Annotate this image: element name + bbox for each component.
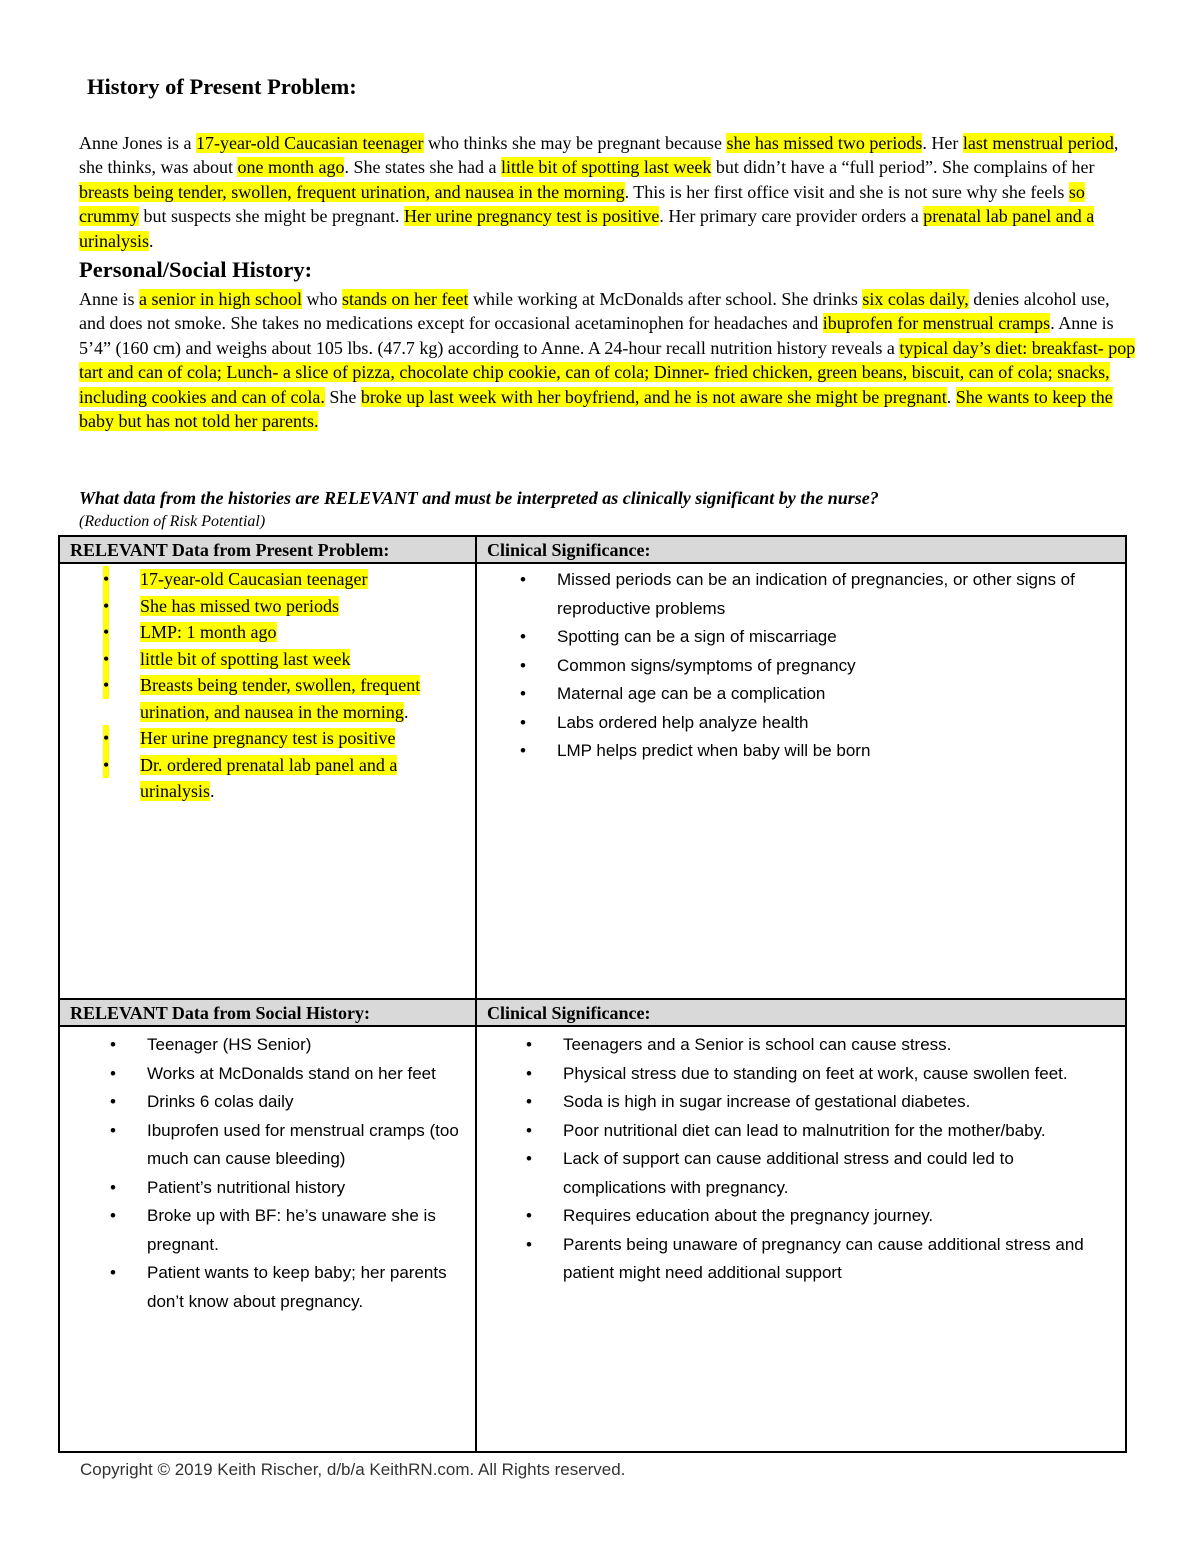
bullet-icon: • (526, 1234, 532, 1254)
highlighted-text: She has missed two periods (140, 595, 339, 616)
list-item-text: Spotting can be a sign of miscarriage (557, 627, 837, 646)
list-item-text: Teenager (HS Senior) (147, 1035, 312, 1054)
list-item (110, 1174, 465, 1203)
text-run: Anne is (79, 289, 139, 309)
highlighted-text: 17-year-old Caucasian teenager (195, 133, 424, 153)
bullet-icon: • (520, 627, 526, 646)
social-significance-list (526, 1031, 1113, 1288)
highlighted-text: stands on her feet (341, 289, 469, 309)
bullet-icon: • (110, 1063, 116, 1083)
bullet-icon: • (520, 712, 526, 732)
text-run: . Anne is 5’4” (160 cm) and weighs about 105 lbs. (47.7 kg) according to Anne. A 24-hour recall nutrition history reveals a (79, 313, 1114, 358)
bullet-icon: • (526, 1035, 532, 1054)
bullet-icon: • (526, 1092, 532, 1111)
list-item (526, 1145, 1113, 1202)
list-item (110, 1088, 465, 1117)
text-run: . (210, 781, 215, 801)
bullet-icon: • (110, 1035, 116, 1054)
bullet-icon: • (110, 1177, 116, 1197)
highlighted-text: little bit of spotting last week (500, 157, 712, 178)
bullet-icon: • (526, 1120, 532, 1140)
present-significance-header: Clinical Significance: (477, 537, 1125, 564)
highlighted-text: Dr. ordered prenatal lab panel and a urinalysis (140, 754, 398, 801)
bullet-icon: • (110, 1092, 116, 1111)
list-item (103, 752, 460, 805)
list-item (526, 1231, 1113, 1288)
list-item-text: Patient wants to keep baby; her parents don’t know about pregnancy. (147, 1263, 447, 1311)
social-history-list (110, 1031, 465, 1316)
text-run: while working at McDonalds after school. She drinks (468, 289, 863, 309)
text-run: denies alcohol use, and does not smoke. She takes no medications except for occasional acetaminophen for headaches and (79, 289, 1110, 334)
copyright-footer: Copyright © 2019 Keith Rischer, d/b/a KeithRN.com. All Rights reserved. (80, 1460, 626, 1479)
bullet-icon: • (526, 1063, 532, 1083)
list-item-text: Missed periods can be an indication of pregnancies, or other signs of reproductive problems (557, 570, 1075, 618)
bullet-icon: • (103, 593, 109, 620)
text-run: She (324, 386, 361, 407)
highlighted-text: Her urine pregnancy test is positive (140, 728, 396, 748)
list-item (526, 1202, 1113, 1231)
text-run: . Her (922, 133, 963, 153)
list-item-text: Physical stress due to standing on feet at work, cause swollen feet. (563, 1063, 1068, 1083)
bullet-icon: • (103, 619, 109, 646)
bullet-icon: • (103, 725, 109, 752)
bullet-icon: • (520, 655, 526, 675)
text-run: . Her primary care provider orders a (659, 206, 924, 227)
text-run: but didn’t have a “full period”. She complains of her (711, 157, 1095, 178)
list-item-text: Works at McDonalds stand on her feet (147, 1063, 436, 1083)
bullet-icon: • (520, 570, 526, 589)
list-item (526, 1088, 1113, 1117)
highlighted-text: prenatal lab panel and a urinalysis (79, 206, 1095, 251)
list-item-text: Drinks 6 colas daily (147, 1092, 294, 1111)
list-item (110, 1117, 465, 1174)
bullet-icon: • (103, 646, 109, 673)
bullet-icon: • (520, 741, 526, 760)
list-item-text: Parents being unaware of pregnancy can cause additional stress and patient might need additional support (563, 1234, 1084, 1282)
list-item-text: Labs ordered help analyze health (557, 712, 809, 732)
list-item (520, 709, 1112, 738)
list-item (526, 1117, 1113, 1146)
list-item-text: Lack of support can cause additional stress and could led to complications with pregnancy. (563, 1149, 1014, 1197)
list-item-text: Common signs/symptoms of pregnancy (557, 655, 856, 675)
text-run: . (149, 230, 154, 251)
highlighted-text: Breasts being tender, swollen, frequent urination, and nausea in the morning (140, 675, 421, 722)
list-item (103, 619, 460, 646)
highlighted-text: breasts being tender, swollen, frequent urination, and nausea in the morning (79, 181, 625, 202)
list-item-text: Ibuprofen used for menstrual cramps (too much can cause bleeding) (147, 1120, 459, 1168)
highlighted-text: She wants to keep the baby but has not told her parents. (79, 386, 1113, 432)
list-item (520, 652, 1112, 681)
list-item (526, 1031, 1113, 1060)
highlighted-text: one month ago (237, 157, 345, 178)
relevant-data-table (58, 535, 1127, 1453)
personal-social-history-paragraph (79, 287, 1139, 433)
present-significance-list (520, 566, 1112, 766)
list-item-text: Patient’s nutritional history (147, 1177, 346, 1197)
present-problem-list (103, 566, 460, 805)
history-present-problem-title: History of Present Problem: (87, 74, 357, 99)
bullet-icon: • (103, 566, 109, 593)
bullet-icon: • (110, 1206, 116, 1225)
bullet-icon: • (110, 1120, 116, 1140)
social-history-header: RELEVANT Data from Social History: (60, 1000, 475, 1027)
highlighted-text: ibuprofen for menstrual cramps (822, 313, 1051, 334)
list-item (520, 566, 1112, 623)
list-item (103, 646, 460, 673)
list-item (520, 737, 1112, 766)
text-run: . (946, 386, 956, 407)
text-run: , she thinks, was about (79, 133, 1119, 178)
highlighted-text: so crummy (79, 181, 1085, 227)
list-item-text: Soda is high in sugar increase of gestational diabetes. (563, 1092, 971, 1111)
list-item-text: LMP helps predict when baby will be born (557, 741, 871, 760)
social-significance-header: Clinical Significance: (477, 1000, 1125, 1027)
list-item (110, 1202, 465, 1259)
table-column-divider (475, 537, 477, 1451)
list-item-text: Maternal age can be a complication (557, 684, 826, 703)
highlighted-text: last menstrual period (962, 133, 1114, 153)
bullet-icon: • (103, 752, 109, 779)
list-item (526, 1060, 1113, 1089)
text-run: Anne Jones is a (79, 133, 196, 153)
highlighted-text: LMP: 1 month ago (140, 622, 277, 642)
history-present-problem-paragraph (79, 131, 1139, 253)
highlighted-text: six colas daily, (862, 289, 969, 309)
list-item-text: Poor nutritional diet can lead to malnutrition for the mother/baby. (563, 1120, 1046, 1140)
bullet-icon: • (526, 1149, 532, 1168)
personal-social-history-title: Personal/Social History: (79, 257, 313, 282)
text-run: . (403, 701, 409, 722)
list-item (110, 1259, 465, 1316)
list-item (520, 623, 1112, 652)
bullet-icon: • (520, 684, 526, 703)
present-problem-header: RELEVANT Data from Present Problem: (60, 537, 475, 564)
highlighted-text: a senior in high school (139, 289, 302, 309)
list-item (103, 593, 460, 620)
text-run: but suspects she might be pregnant. (139, 206, 404, 227)
bullet-icon: • (110, 1263, 116, 1282)
highlighted-text: Her urine pregnancy test is positive (403, 206, 660, 227)
highlighted-text: typical day’s diet: breakfast- pop tart and can of cola; Lunch- a slice of pizza, chocolate chip cookie, can of cola; Dinner- fried chicken, green beans, biscuit, can of cola; snacks, including cookies and can of cola. (79, 337, 1136, 407)
list-item-text: Requires education about the pregnancy journey. (563, 1206, 934, 1225)
list-item (520, 680, 1112, 709)
bullet-icon: • (526, 1206, 532, 1225)
highlighted-text: little bit of spotting last week (140, 648, 351, 669)
highlighted-text: 17-year-old Caucasian teenager (140, 569, 368, 589)
relevance-question: What data from the histories are RELEVANT and must be interpreted as clinically significant by the nurse? (79, 488, 879, 508)
text-run: who thinks she may be pregnant because (423, 133, 727, 153)
text-run: who (301, 289, 342, 309)
highlighted-text: broke up last week with her boyfriend, and he is not aware she might be pregnant (360, 386, 947, 407)
list-item (103, 672, 460, 725)
text-run: . She states she had a (344, 157, 501, 178)
list-item (103, 725, 460, 752)
list-item-text: Broke up with BF: he’s unaware she is pregnant. (147, 1206, 436, 1254)
text-run: . This is her first office visit and she is not sure why she feels (624, 181, 1069, 202)
list-item (110, 1060, 465, 1089)
bullet-icon: • (103, 672, 109, 699)
highlighted-text: she has missed two periods (726, 133, 923, 153)
list-item (110, 1031, 465, 1060)
list-item-text: Teenagers and a Senior is school can cause stress. (563, 1035, 952, 1054)
list-item (103, 566, 460, 593)
relevance-question-subtext: (Reduction of Risk Potential) (79, 513, 266, 530)
